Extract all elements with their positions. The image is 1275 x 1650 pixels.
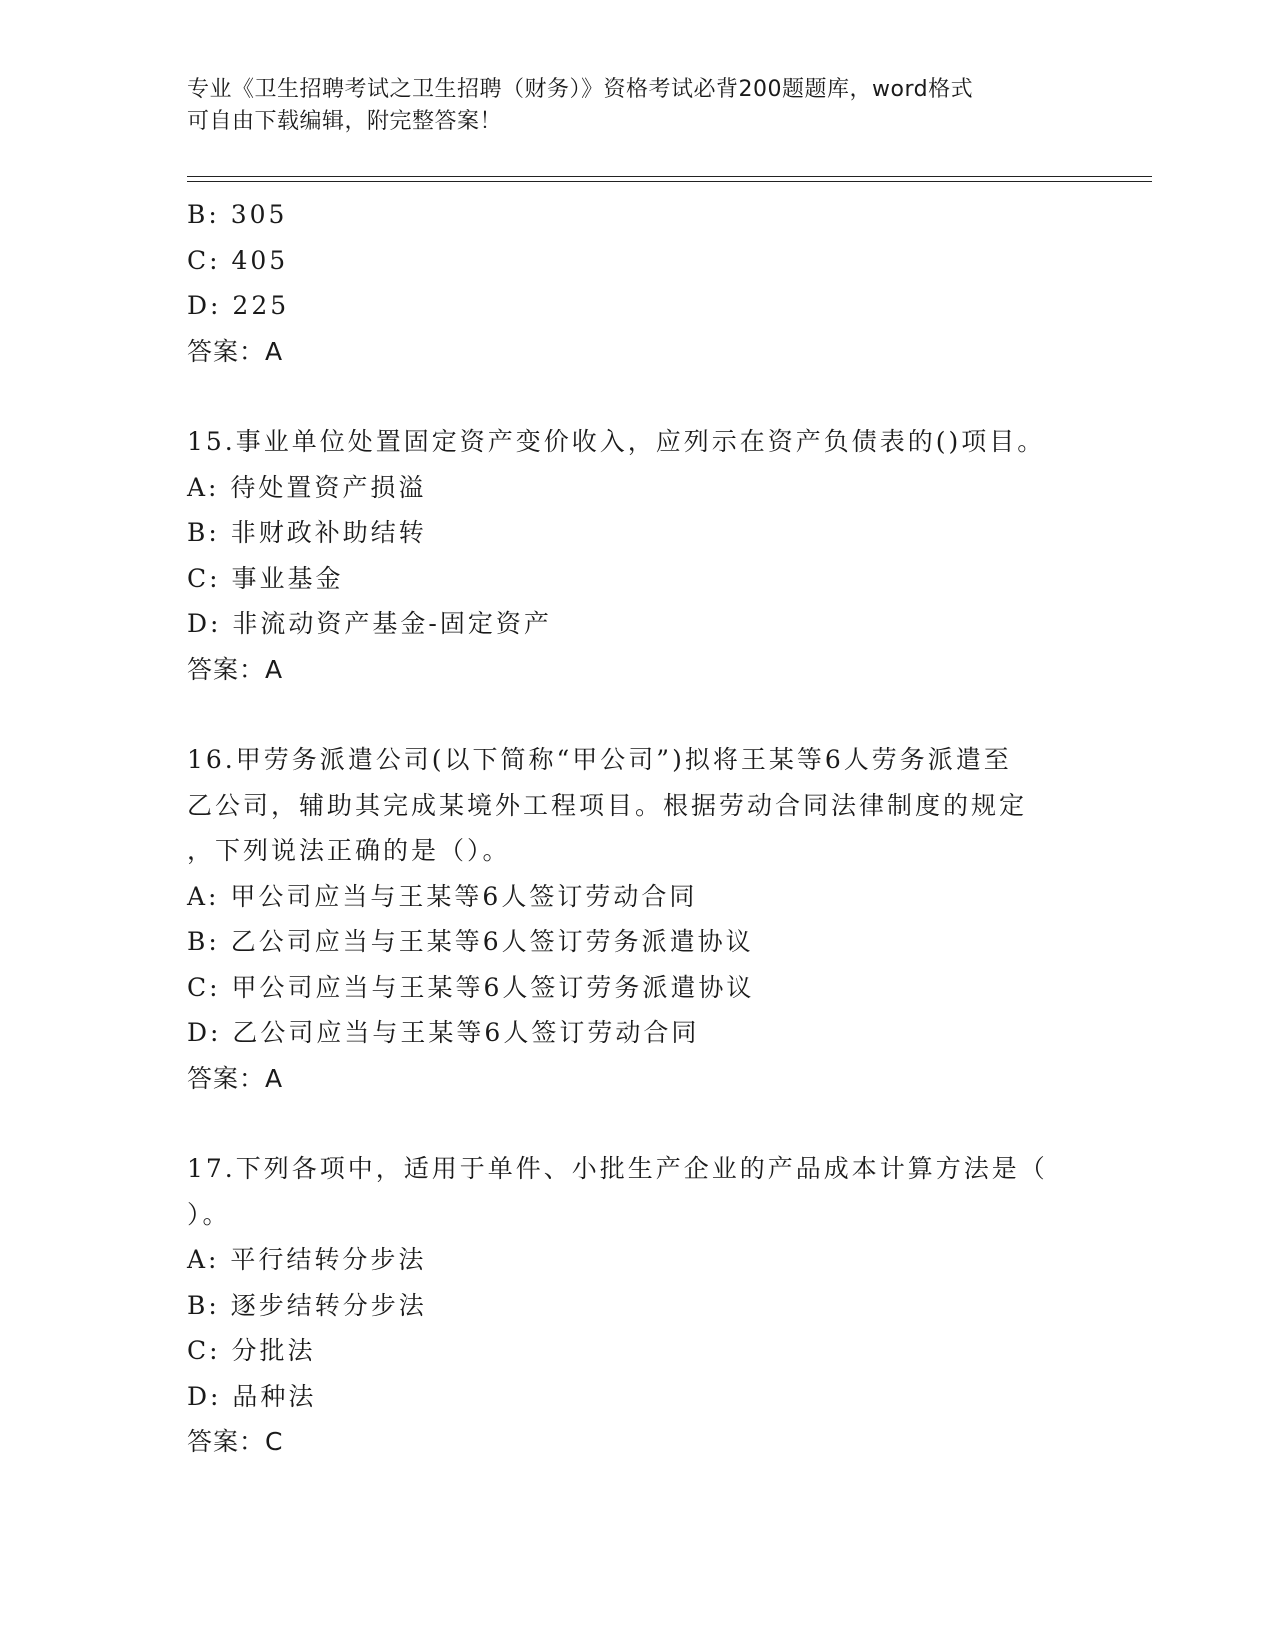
- option-a: A: 待处置资产损溢: [187, 472, 427, 502]
- option-a: A: 甲公司应当与王某等6人签订劳动合同: [187, 881, 698, 911]
- answer-line: 答案：A: [187, 654, 284, 684]
- previous-question-tail: [187, 192, 1087, 374]
- question-stem-line-3: ，下列说法正确的是（）。: [187, 836, 511, 865]
- spacer: [187, 692, 1087, 737]
- option-d: D: 乙公司应当与王某等6人签订劳动合同: [187, 1018, 700, 1047]
- document-header: [187, 74, 1067, 138]
- question-stem-line-1: 16.甲劳务派遣公司(以下简称“甲公司”)拟将王某等6人劳务派遣至: [187, 745, 1012, 774]
- option-b: B: 逐步结转分步法: [187, 1290, 427, 1320]
- option-c: C: 405: [187, 245, 289, 275]
- question-stem-line-2: 乙公司，辅助其完成某境外工程项目。根据劳动合同法律制度的规定: [187, 790, 1028, 820]
- answer-line: 答案：A: [187, 336, 284, 366]
- option-a: A: 平行结转分步法: [187, 1245, 427, 1274]
- question-stem-line-2: ）。: [187, 1199, 231, 1229]
- option-d: D: 非流动资产基金-固定资产: [187, 609, 552, 638]
- question-15: [187, 419, 1087, 692]
- question-17: [187, 1146, 1087, 1465]
- answer-line: 答案：A: [187, 1063, 284, 1093]
- question-16: [187, 737, 1087, 1101]
- option-c: C: 甲公司应当与王某等6人签订劳务派遣协议: [187, 972, 755, 1002]
- option-b: B: 非财政补助结转: [187, 518, 427, 547]
- question-stem: 15.事业单位处置固定资产变价收入，应列示在资产负债表的()项目。: [187, 427, 1046, 456]
- header-divider: [187, 176, 1152, 182]
- answer-line: 答案：C: [187, 1427, 284, 1456]
- option-c: C: 分批法: [187, 1336, 316, 1365]
- option-b: B: 305: [187, 200, 288, 229]
- header-line-1: 专业《卫生招聘考试之卫生招聘（财务）》资格考试必背200题题库，word格式: [187, 77, 974, 102]
- header-line-2: 可自由下载编辑，附完整答案！: [187, 109, 503, 134]
- option-d: D: 225: [187, 291, 290, 320]
- question-stem-line-1: 17.下列各项中，适用于单件、小批生产企业的产品成本计算方法是（: [187, 1154, 1048, 1183]
- document-body: [187, 192, 1087, 1465]
- spacer: [187, 374, 1087, 419]
- option-b: B: 乙公司应当与王某等6人签订劳务派遣协议: [187, 927, 754, 956]
- spacer: [187, 1101, 1087, 1146]
- option-d: D: 品种法: [187, 1381, 317, 1411]
- option-c: C: 事业基金: [187, 563, 344, 593]
